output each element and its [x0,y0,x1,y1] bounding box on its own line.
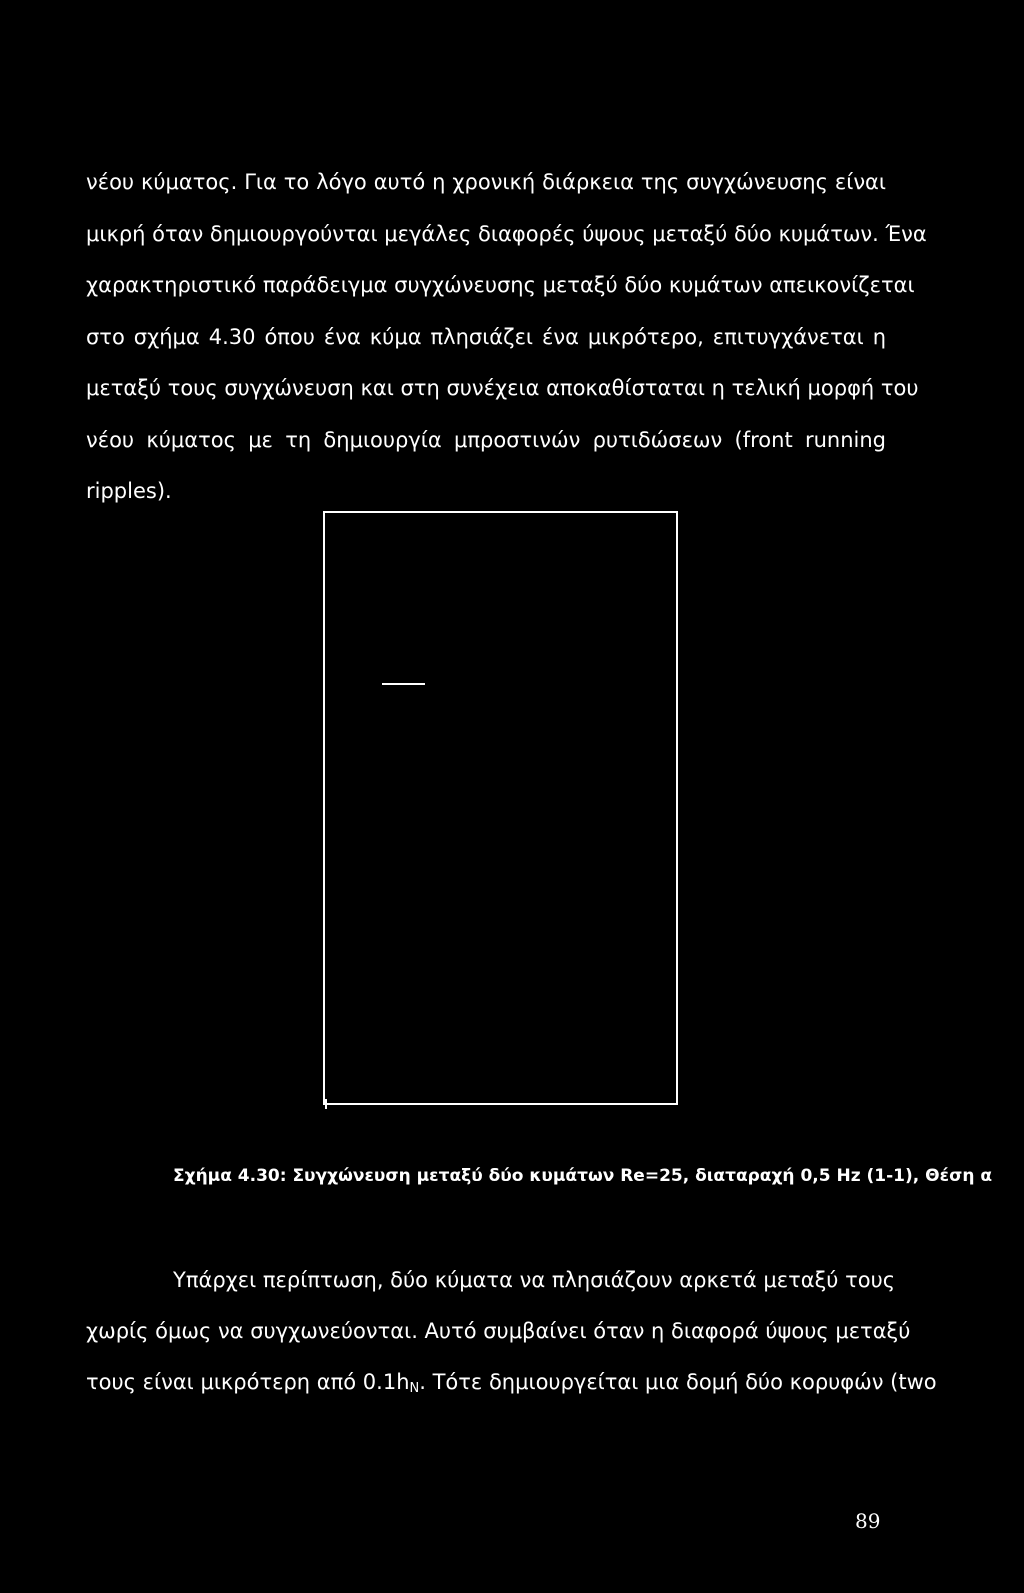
paragraph-2-line-3-subscript: N [409,1381,420,1396]
paragraph-1-line-3: χαρακτηριστικό παράδειγμα συγχώνευσης μεταξύ δύο κυμάτων απεικονίζεται [86,273,915,297]
paragraph-1-line-4: στο σχήμα 4.30 όπου ένα κύμα πλησιάζει ένα μικρότερο, επιτυγχάνεται η [86,325,886,349]
paragraph-2-line-2: χωρίς όμως να συγχωνεύονται. Αυτό συμβαίνει όταν η διαφορά ύψους μεταξύ [86,1319,911,1343]
paragraph-1-line-7: ripples). [86,479,172,503]
figure-mark-line [382,683,425,685]
paragraph-2-line-3 [86,1367,937,1404]
paragraph-1-line-2: μικρή όταν δημιουργούνται μεγάλες διαφορές ύψους μεταξύ δύο κυμάτων. Ένα [86,222,927,246]
page-number: 89 [855,1509,881,1533]
paragraph-2-line-3-text-after: . Τότε δημιουργείται μια δομή δύο κορυφών (two [419,1370,937,1394]
figure-caption: Σχήμα 4.30: Συγχώνευση μεταξύ δύο κυμάτων Re=25, διαταραχή 0,5 Hz (1-1), Θέση α [173,1166,993,1186]
figure-frame [323,511,678,1105]
paragraph-2-line-3-text-before: τους είναι μικρότερη από 0.1h [86,1370,410,1394]
paragraph-2-line-1: Υπάρχει περίπτωση, δύο κύματα να πλησιάζουν αρκετά μεταξύ τους [173,1268,896,1292]
figure-corner-tick [325,1099,327,1109]
paragraph-1-line-6: νέου κύματος με τη δημιουργία μπροστινών ρυτιδώσεων (front running [86,428,886,452]
paragraph-1-line-5: μεταξύ τους συγχώνευση και στη συνέχεια αποκαθίσταται η τελική μορφή του [86,376,919,400]
paragraph-1-line-1: νέου κύματος. Για το λόγο αυτό η χρονική διάρκεια της συγχώνευσης είναι [86,170,886,194]
